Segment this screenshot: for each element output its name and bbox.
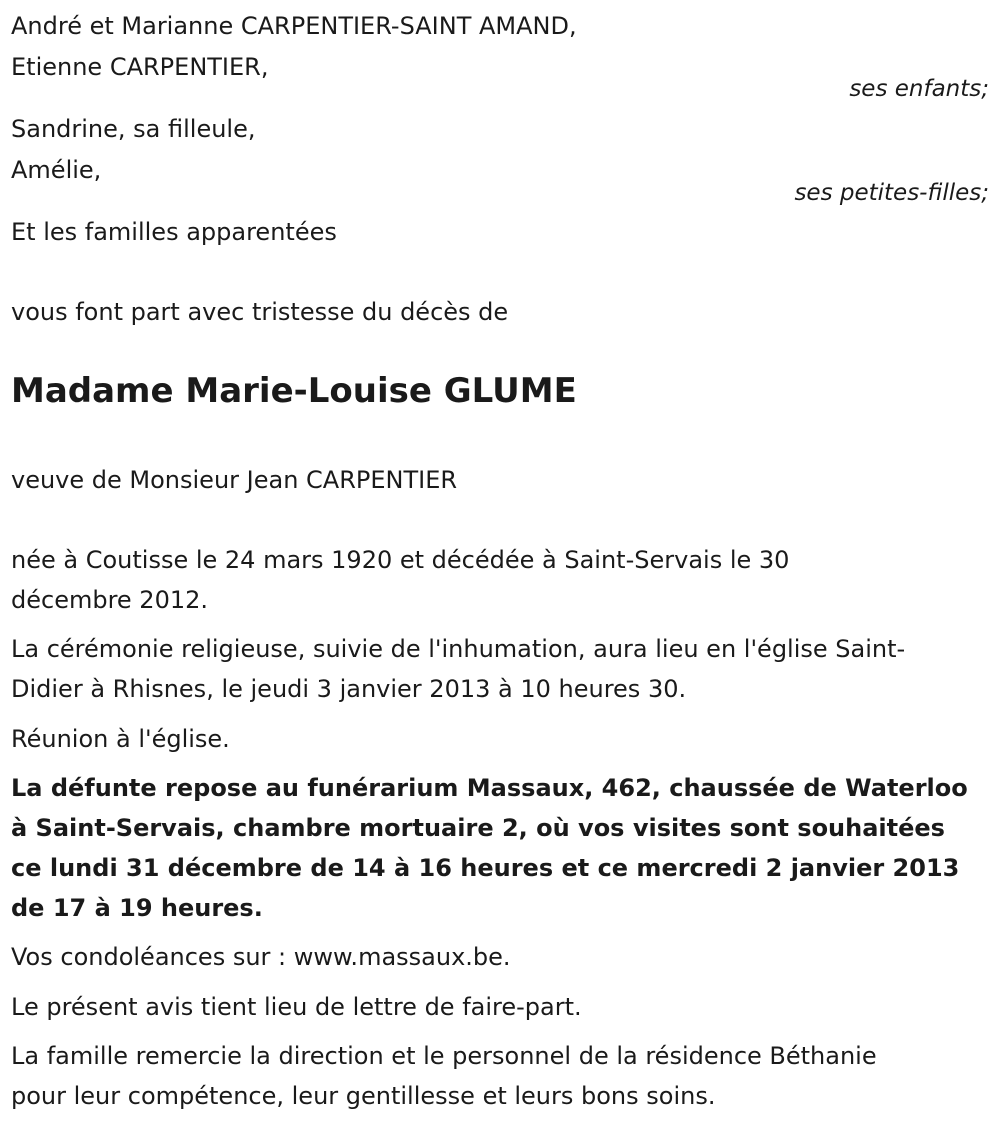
meeting-line: Réunion à l'église. [11,725,230,753]
role-children-label: ses enfants; [849,76,989,102]
family-line-children-2: Etienne CARPENTIER, [11,53,269,81]
visit-line-3: ce lundi 31 décembre de 14 à 16 heures et ce mercredi 2 janvier 2013 [11,854,960,882]
visit-line-1: La défunte repose au funérarium Massaux, 462, chaussée de Waterloo [11,774,968,802]
role-grandchildren-label: ses petites-filles; [794,180,989,206]
thanks-line-2: pour leur compétence, leur gentillesse et leurs bons soins. [11,1082,716,1110]
visit-line-4: de 17 à 19 heures. [11,894,263,922]
widow-of: veuve de Monsieur Jean CARPENTIER [11,466,458,494]
ceremony-line-2: Didier à Rhisnes, le jeudi 3 janvier 2013 à 10 heures 30. [11,675,687,703]
condolences-line: Vos condoléances sur : www.massaux.be. [11,943,511,971]
visit-line-2: à Saint-Servais, chambre mortuaire 2, où vos visites sont souhaitées [11,814,945,842]
family-line-children-1: André et Marianne CARPENTIER-SAINT AMAND, [11,12,577,40]
family-line-relatives: Et les familles apparentées [11,218,337,246]
family-line-goddaughter: Sandrine, sa filleule, [11,115,256,143]
birth-death-line-1: née à Coutisse le 24 mars 1920 et décédée à Saint-Servais le 30 [11,546,790,574]
ceremony-line-1: La cérémonie religieuse, suivie de l'inhumation, aura lieu en l'église Saint- [11,635,906,663]
announcement-intro: vous font part avec tristesse du décès de [11,298,509,326]
birth-death-line-2: décembre 2012. [11,586,209,614]
family-line-granddaughter: Amélie, [11,156,102,184]
notice-line: Le présent avis tient lieu de lettre de faire-part. [11,993,582,1021]
thanks-line-1: La famille remercie la direction et le personnel de la résidence Béthanie [11,1042,877,1070]
deceased-name: Madame Marie-Louise GLUME [11,371,577,411]
